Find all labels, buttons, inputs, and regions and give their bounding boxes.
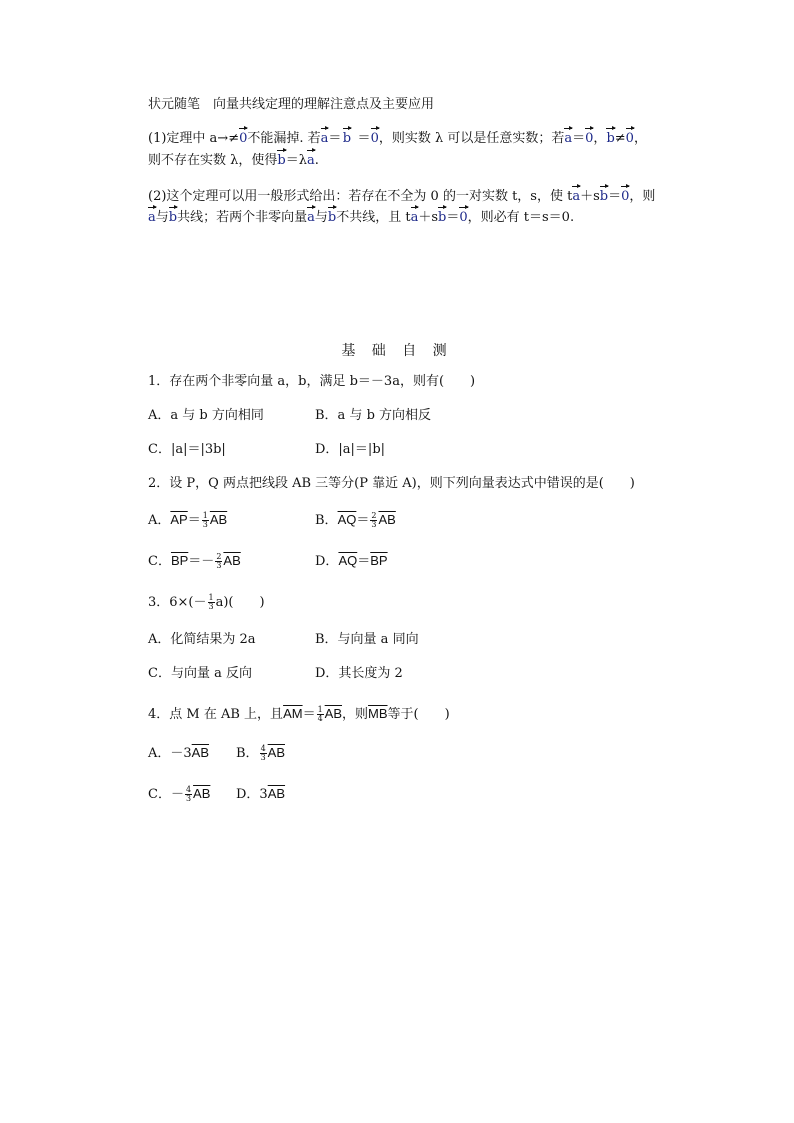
note-paragraph-2-line-1: (2)这个定理可以用一般形式给出：若存在不全为 0 的一对实数 t，s，使 ta＋sb＝0，则: [148, 189, 656, 204]
question-3-option-d[interactable]: D．其长度为 2: [315, 666, 403, 681]
question-2-option-b[interactable]: B．$\overline{AQ}=$ $\frac{2}{3}$ $\overline{AB}$: [315, 511, 396, 529]
question-2-option-c[interactable]: C．$\overline{BP}=-$ $\frac{2}{3}$ $\overline{AB}$: [148, 552, 241, 570]
question-4-option-c[interactable]: C．－ $\frac{4}{3}$ $\overline{AB}$: [148, 785, 211, 803]
question-3-option-b[interactable]: B．与向量 a 同向: [315, 632, 419, 647]
question-4-option-d[interactable]: D．$3\overline{AB}$: [236, 786, 286, 802]
question-3-option-a[interactable]: A．化简结果为 2a: [148, 632, 256, 647]
note-paragraph-2-line-2: a与b共线；若两个非零向量a与b不共线，且 ta＋sb＝0，则必有 t＝s＝0.: [148, 210, 575, 225]
question-2-stem: 2．设 P，Q 两点把线段 AB 三等分(P 靠近 A)，则下列向量表达式中错误的是( ): [148, 476, 635, 491]
question-4-option-b[interactable]: B． $\frac{4}{3}$ $\overline{AB}$: [236, 744, 285, 762]
question-1-stem: 1．存在两个非零向量 a，b，满足 b＝－3a，则有( ): [148, 374, 476, 389]
question-4-stem: 4．点 M 在 AB 上，且$\overline{AM}=$ $\frac{1}{4}$ $\overline{AB}$，则$\overline{MB}$等于( ): [148, 705, 450, 723]
question-1-option-b[interactable]: B．a 与 b 方向相反: [315, 408, 432, 423]
question-1-option-c[interactable]: C．|a|＝|3b|: [148, 442, 226, 457]
question-4-option-a[interactable]: A．$-3\overline{AB}$: [148, 745, 210, 761]
note-paragraph-1-line-2: 则不存在实数 λ，使得b＝λa.: [148, 153, 319, 168]
question-3-stem: 3．6×(－ $\frac{1}{3}$ a)( ): [148, 593, 265, 611]
question-1-option-d[interactable]: D．|a|＝|b|: [315, 442, 386, 457]
question-1-option-a[interactable]: A．a 与 b 方向相同: [148, 408, 264, 423]
question-3-option-c[interactable]: C．与向量 a 反向: [148, 666, 252, 681]
note-title: 状元随笔 向量共线定理的理解注意点及主要应用: [148, 97, 435, 112]
question-2-option-a[interactable]: A．$\overline{AP}=$ $\frac{1}{3}$ $\overline{AB}$: [148, 511, 228, 529]
note-paragraph-1-line-1: (1)定理中 a→≠0不能漏掉. 若a＝ b ＝0，则实数 λ 可以是任意实数；若a＝0，b≠0，: [148, 131, 647, 146]
question-2-option-d[interactable]: D．$\overline{AQ}=\overline{BP}$: [315, 553, 388, 569]
section-title: 基 础 自 测: [341, 343, 453, 359]
